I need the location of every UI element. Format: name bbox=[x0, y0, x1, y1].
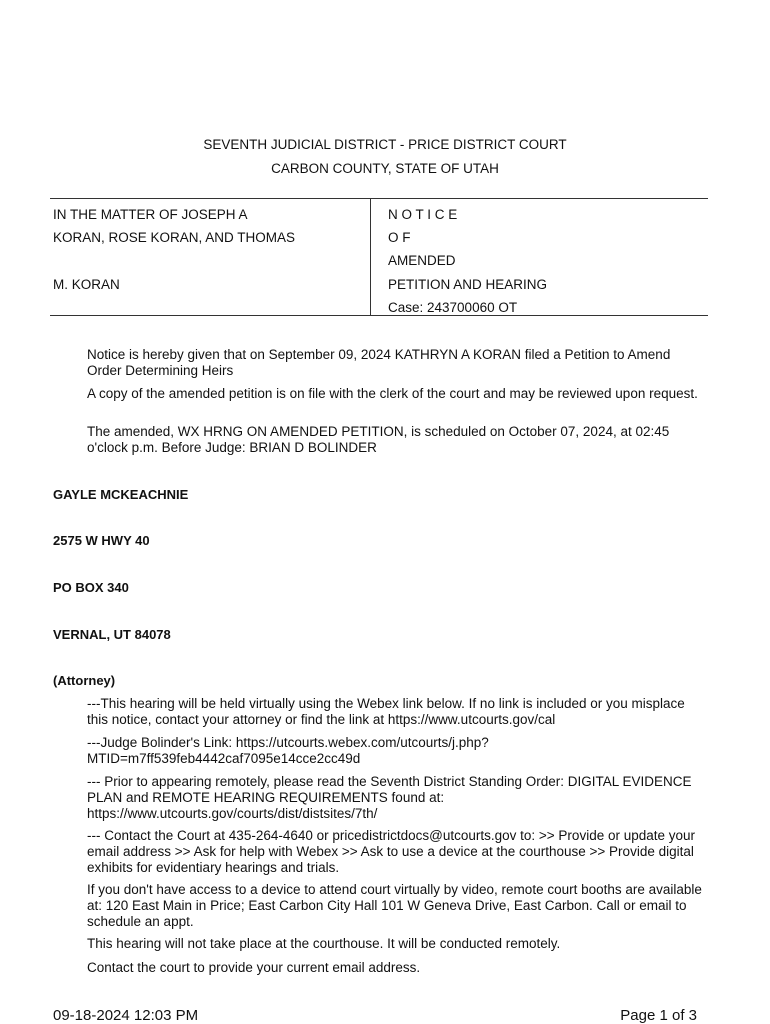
attorney-city: VERNAL, UT 84078 bbox=[53, 627, 171, 642]
notice-schedule-paragraph: The amended, WX HRNG ON AMENDED PETITION, is scheduled on October 07, 2024, at 02:45 o'clock p.m. Before Judge: BRIAN D BOLINDER bbox=[87, 424, 670, 455]
attorney-po-box: PO BOX 340 bbox=[53, 580, 129, 595]
page-number: Page 1 of 3 bbox=[620, 1007, 697, 1024]
county-heading: CARBON COUNTY, STATE OF UTAH bbox=[271, 161, 499, 176]
standing-order-paragraph: --- Prior to appearing remotely, please read the Seventh District Standing Order: DIGITAL EVIDENCE PLAN and REMOTE HEARING REQUIREMENTS found at: https://www.utcourts.gov/courts/dist/distsites/7th/ bbox=[87, 774, 692, 821]
remote-booths-paragraph: If you don't have access to a device to attend court virtually by video, remote court booths are available at: 120 East Main in Price; East Carbon City Hall 101 W Geneva Drive, East Carbon. Call or email to schedule an appt. bbox=[87, 882, 702, 929]
attorney-name: GAYLE MCKEACHNIE bbox=[53, 487, 189, 502]
footer-timestamp: 09-18-2024 12:03 PM bbox=[53, 1007, 199, 1024]
notice-copy-paragraph: A copy of the amended petition is on file with the clerk of the court and may be reviewed upon request. bbox=[87, 386, 698, 401]
caption-top-rule bbox=[50, 198, 708, 199]
caption-divider bbox=[370, 199, 371, 316]
caption-amended-word: AMENDED bbox=[388, 253, 456, 268]
email-update-note: Contact the court to provide your current email address. bbox=[87, 960, 421, 975]
remote-hearing-note: This hearing will not take place at the courthouse. It will be conducted remotely. bbox=[87, 936, 561, 951]
webex-instructions: ---This hearing will be held virtually using the Webex link below. If no link is included or you misplace this notice, contact your attorney or find the link at https://www.utcourts.gov/cal bbox=[87, 696, 685, 727]
notice-filing-paragraph: Notice is hereby given that on September 09, 2024 KATHRYN A KORAN filed a Petition to Amend Order Determining Heirs bbox=[87, 347, 671, 378]
caption-bottom-rule bbox=[50, 315, 708, 316]
caption-left-line-1: IN THE MATTER OF JOSEPH A bbox=[53, 207, 248, 222]
caption-left-line-3: M. KORAN bbox=[53, 277, 120, 292]
contact-court-paragraph: --- Contact the Court at 435-264-4640 or pricedistrictdocs@utcourts.gov to: >> Provide or update your email address >> Ask for help with Webex >> Ask to use a device at the courthouse >> Provide digital exhibits for evidentiary hearings and trials. bbox=[87, 828, 696, 875]
case-number: Case: 243700060 OT bbox=[388, 300, 518, 315]
caption-petition-hearing: PETITION AND HEARING bbox=[388, 277, 548, 292]
caption-notice-word: N O T I C E bbox=[388, 207, 458, 222]
caption-of-word: O F bbox=[388, 230, 411, 245]
attorney-role: (Attorney) bbox=[53, 673, 116, 688]
caption-left-line-2: KORAN, ROSE KORAN, AND THOMAS bbox=[53, 230, 296, 245]
court-name-heading: SEVENTH JUDICIAL DISTRICT - PRICE DISTRICT COURT bbox=[203, 137, 567, 152]
attorney-street: 2575 W HWY 40 bbox=[53, 533, 150, 548]
judge-link-paragraph: ---Judge Bolinder's Link: https://utcourts.webex.com/utcourts/j.php?MTID=m7ff539feb4442caf7095e14cce2cc49d bbox=[87, 735, 489, 766]
